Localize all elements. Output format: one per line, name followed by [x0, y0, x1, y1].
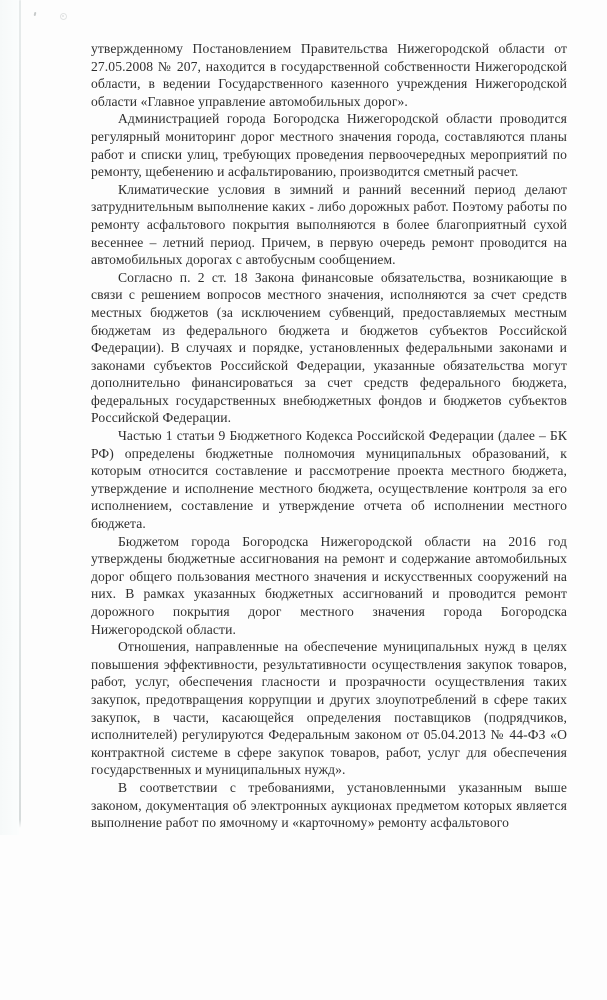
paragraph-8: В соответствии с требованиями, установленными указанным выше законом, документация об электронных аукционах предметом которых является выполнение работ по ямочному и «карточному» ремонту асфальтового — [91, 779, 567, 831]
paragraph-1: утвержденному Постановлением Правительства Нижегородской области от 27.05.2008 № 207, находится в государственной собственности Нижегородской области, в ведении Государственного казенного учреждения Нижегородской области «Главное управление автомобильных дорог». — [91, 41, 567, 109]
paragraph-7: Отношения, направленные на обеспечение муниципальных нужд в целях повышения эффективности, результативности осуществления закупок товаров, работ, услуг, обеспечения гласности и прозрачности осуществления таких закупок, предотвращения коррупции и других злоупотреблений в сфере таких закупок, в части, касающейся определения поставщиков (подрядчиков, исполнителей) регулируются Федеральным законом от 05.04.2013 № 44-ФЗ «О контрактной системе в сфере закупок товаров, работ, услуг для обеспечения государственных и муниципальных нужд». — [91, 639, 567, 778]
paragraph-3: Климатические условия в зимний и ранний весенний период делают затруднительным выполнение каких - либо дорожных работ. Поэтому работы по ремонту асфальтового покрытия выполняются в более благоприятный сухой весеннее – летний период. Причем, в первую очередь ремонт проводится на автомобильных дорогах с автобусным сообщением. — [91, 181, 567, 268]
scan-edge-strip — [0, 0, 19, 835]
document-text-block — [91, 40, 567, 832]
paragraph-5: Частью 1 статьи 9 Бюджетного Кодекса Российской Федерации (далее – БК РФ) определены бюджетные полномочия муниципальных образований, к которым относится составление и рассмотрение проекта местного бюджета, утверждение и исполнение местного бюджета, осуществление контроля за его исполнением, составление и утверждение отчета об исполнении местного бюджета. — [91, 428, 567, 532]
scan-speck — [60, 13, 67, 20]
scan-speck — [34, 12, 37, 16]
paragraph-4: Согласно п. 2 ст. 18 Закона финансовые обязательства, возникающие в связи с решением вопросов местного значения, исполняются за счет средств местных бюджетов (за исключением субвенций, предоставляемых местным бюджетам из федерального бюджета и бюджетов субъектов Российской Федерации). В случаях и порядке, установленных федеральными законами и законами субъектов Российской Федерации, указанные обязательства могут дополнительно финансироваться за счет средств федерального бюджета, федеральных государственных внебюджетных фондов и бюджетов субъектов Российской Федерации. — [91, 269, 567, 426]
paragraph-6: Бюджетом города Богородска Нижегородской области на 2016 год утверждены бюджетные ассигнования на ремонт и содержание автомобильных дорог общего пользования местного значения и искусственных сооружений на них. В рамках указанных бюджетных ассигнований и проводится ремонт дорожного покрытия дорог местного значения города Богородска Нижегородской области. — [91, 533, 567, 637]
paragraph-2: Администрацией города Богородска Нижегородской области проводится регулярный мониторинг дорог местного значения города, составляются планы работ и списки улиц, требующих проведения первоочередных мероприятий по ремонту, щебенению и асфальтированию, производится сметный расчет. — [91, 111, 567, 180]
scan-edge-line — [19, 0, 21, 828]
